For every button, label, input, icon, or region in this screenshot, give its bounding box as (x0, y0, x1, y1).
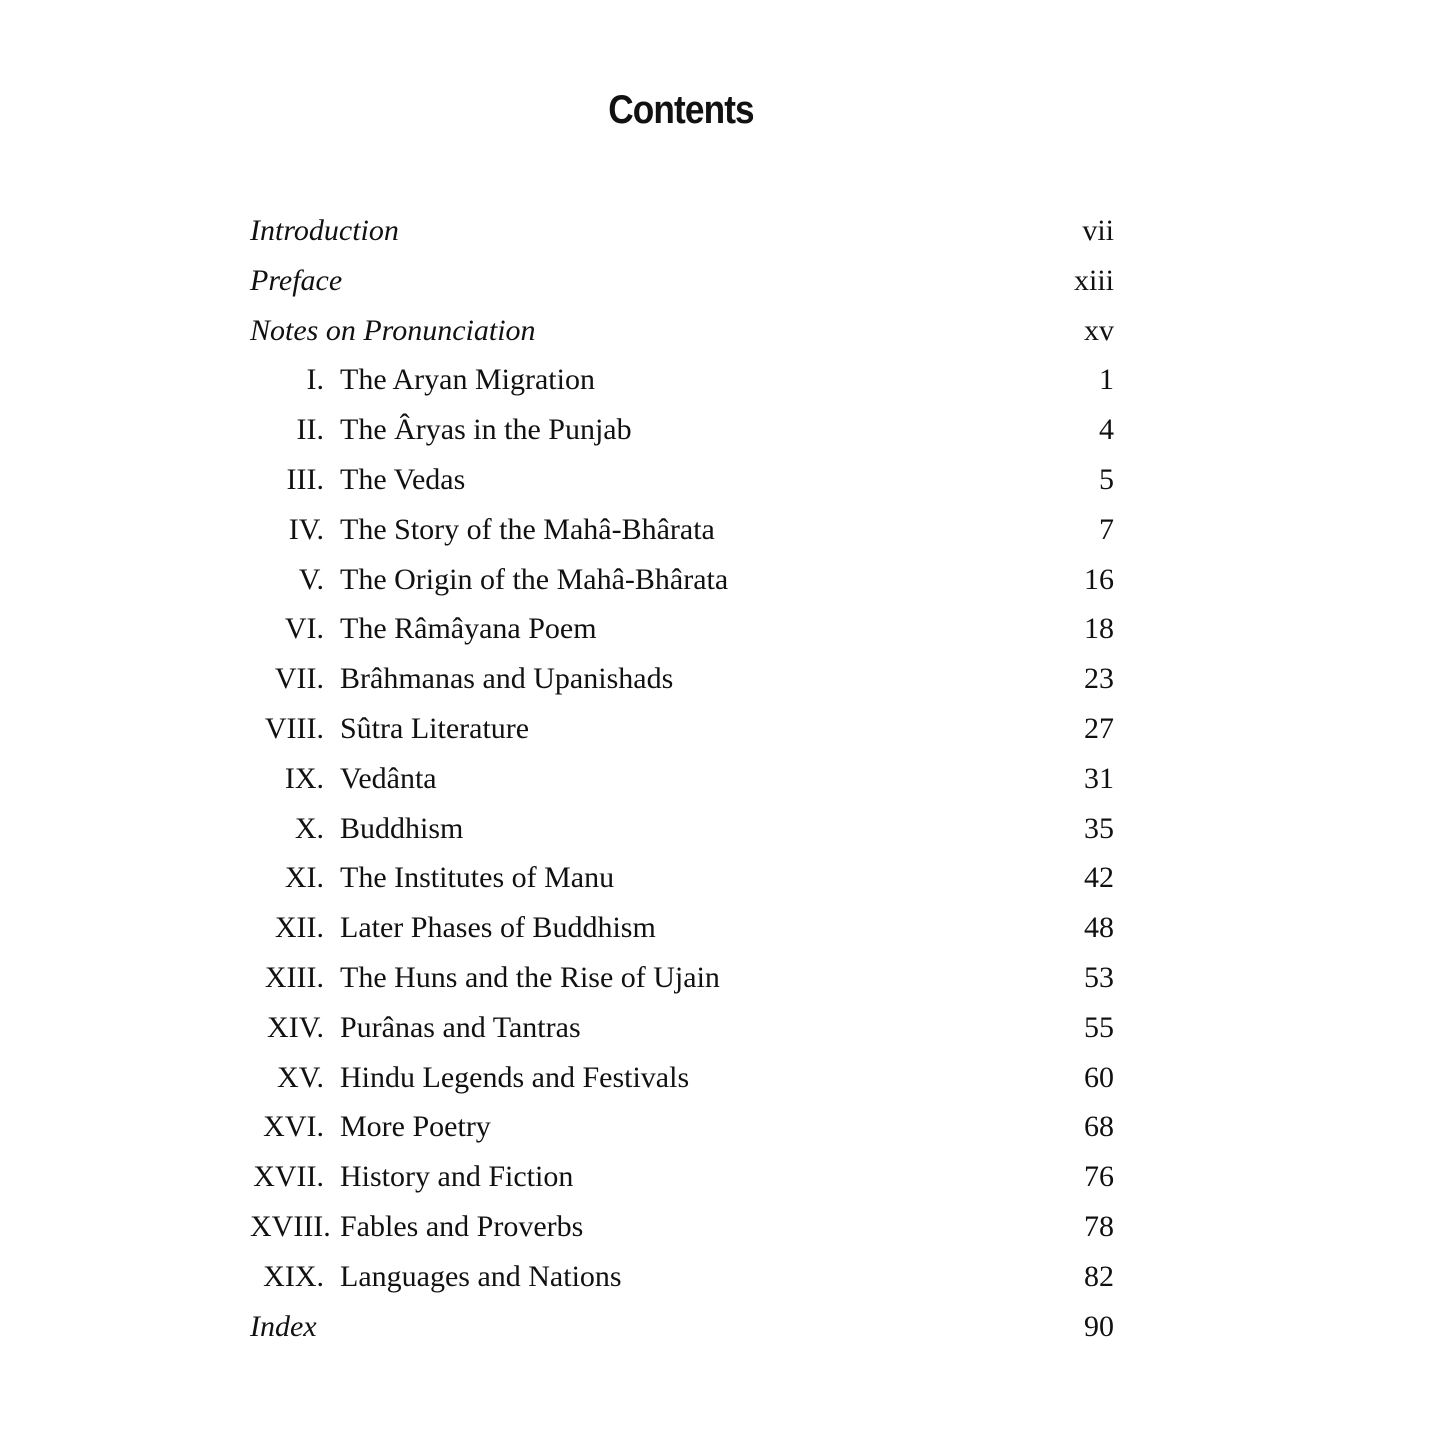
toc-entry (250, 804, 1114, 854)
toc-entry (250, 1302, 1114, 1352)
page-number: 31 (1084, 761, 1114, 795)
page-number: 16 (1084, 562, 1114, 596)
toc-entry (250, 704, 1114, 754)
entry-title: The Story of the Mahâ-Bhârata (340, 512, 715, 546)
entry-title: History and Fiction (340, 1160, 574, 1194)
chapter-numeral: II. (296, 413, 324, 447)
entry-title: More Poetry (340, 1110, 491, 1144)
page-number: 4 (1099, 413, 1114, 447)
chapter-numeral: XV. (277, 1060, 324, 1094)
toc-entry (250, 1053, 1114, 1103)
toc-entry (250, 903, 1114, 953)
entry-title: The Aryan Migration (340, 363, 595, 397)
entry-title: Index (250, 1309, 317, 1343)
chapter-numeral: XVIII. (250, 1209, 331, 1243)
page-number: 1 (1099, 363, 1114, 397)
page-title: Contents (608, 88, 754, 132)
entry-title: The Âryas in the Punjab (340, 413, 632, 447)
page-number: 18 (1084, 612, 1114, 646)
chapter-numeral: XIII. (264, 960, 324, 994)
toc-entry (250, 604, 1114, 654)
chapter-numeral: IX. (284, 761, 324, 795)
chapter-numeral: XVII. (253, 1160, 324, 1194)
page-number: 42 (1084, 861, 1114, 895)
chapter-numeral: XIX. (263, 1259, 324, 1293)
chapter-numeral: XI. (284, 861, 324, 895)
toc-entry (250, 555, 1114, 605)
page-number: 82 (1084, 1259, 1114, 1293)
toc-entry (250, 455, 1114, 505)
chapter-numeral: VII. (274, 662, 324, 696)
chapter-numeral: XIV. (267, 1010, 324, 1044)
chapter-numeral: XII. (274, 911, 324, 945)
toc-entry (250, 505, 1114, 555)
entry-title: Sûtra Literature (340, 711, 530, 745)
page-number: 35 (1084, 811, 1114, 845)
entry-title: Fables and Proverbs (340, 1209, 584, 1243)
page-number: 76 (1084, 1160, 1114, 1194)
toc-entry (250, 256, 1114, 306)
toc-entry (250, 405, 1114, 455)
entry-title: The Origin of the Mahâ-Bhârata (340, 562, 729, 596)
entry-title: Languages and Nations (340, 1259, 622, 1293)
entry-title: Hindu Legends and Festivals (340, 1060, 690, 1094)
page-number: 68 (1084, 1110, 1114, 1144)
page-number: 78 (1084, 1209, 1114, 1243)
chapter-numeral: VI. (284, 612, 324, 646)
toc-entry (250, 206, 1114, 256)
entry-title: Later Phases of Buddhism (340, 911, 656, 945)
page-number: 5 (1099, 462, 1114, 496)
toc-entry (250, 1003, 1114, 1053)
toc-entry (250, 1202, 1114, 1252)
page-number: 55 (1084, 1010, 1114, 1044)
toc-entry (250, 654, 1114, 704)
page-number: xv (1084, 313, 1114, 347)
chapter-numeral: V. (298, 562, 324, 596)
page-number: xiii (1073, 263, 1114, 297)
chapter-numeral: IV. (288, 512, 324, 546)
page-number: 27 (1084, 711, 1114, 745)
page-number: 53 (1084, 960, 1114, 994)
entry-title: The Huns and the Rise of Ujain (340, 960, 720, 994)
entry-title: Brâhmanas and Upanishads (340, 662, 674, 696)
entry-title: The Institutes of Manu (340, 861, 615, 895)
page-number: 90 (1084, 1309, 1114, 1343)
toc-entry (250, 355, 1114, 405)
toc-entry (250, 1152, 1114, 1202)
page-number: 7 (1099, 512, 1114, 546)
page-number: 23 (1084, 662, 1114, 696)
toc-entry (250, 853, 1114, 903)
entry-title: The Râmâyana Poem (340, 612, 597, 646)
chapter-numeral: I. (306, 363, 324, 397)
toc-entry (250, 1252, 1114, 1302)
entry-title: Buddhism (340, 811, 464, 845)
entry-title: Notes on Pronunciation (250, 313, 536, 347)
chapter-numeral: VIII. (264, 711, 324, 745)
toc-entry (250, 1102, 1114, 1152)
entry-title: Introduction (250, 214, 399, 247)
entry-title: The Vedas (340, 462, 466, 496)
toc-entry (250, 953, 1114, 1003)
chapter-numeral: X. (294, 811, 324, 845)
chapter-numeral: III. (286, 462, 324, 496)
page-number: 48 (1084, 911, 1114, 945)
entry-title: Purânas and Tantras (340, 1010, 581, 1044)
chapter-numeral: XVI. (263, 1110, 324, 1144)
page-number: vii (1082, 214, 1114, 247)
entry-title: Preface (250, 263, 343, 297)
toc-entry (250, 306, 1114, 356)
toc-entry (250, 754, 1114, 804)
page-number: 60 (1084, 1060, 1114, 1094)
table-of-contents (250, 206, 1114, 1351)
entry-title: Vedânta (340, 761, 437, 795)
